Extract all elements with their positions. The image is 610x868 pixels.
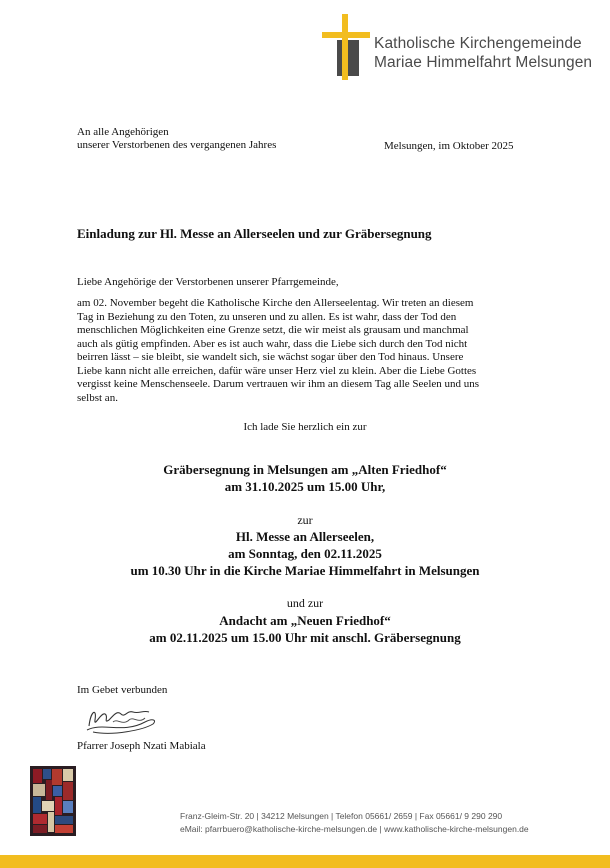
- body-line: selbst an.: [77, 391, 118, 404]
- event-messe-allerseelen: [0, 528, 610, 579]
- body-line: vergisst keine Menschenseele. Darum vertrauen wir ihm an diesem Tag alle Seelen und uns: [77, 378, 480, 390]
- footer-contact-line: eMail: pfarrbuero@katholische-kirche-melsungen.de | www.katholische-kirche-melsungen.de: [180, 824, 529, 834]
- letter-subject: Einladung zur Hl. Messe an Allerseelen und zur Gräbersegnung: [77, 226, 432, 241]
- body-line: Tag in Beziehung zu den Toten, zu unseren und zu allen. Es ist wahr, dass der Tod den: [77, 310, 457, 323]
- event-line: am 31.10.2025 um 15.00 Uhr,: [224, 479, 386, 494]
- cross-icon: [322, 14, 370, 80]
- event-line: am Sonntag, den 02.11.2025: [228, 546, 382, 561]
- event-andacht-neuer-friedhof: [0, 612, 610, 646]
- event-line: Gräbersegnung in Melsungen am „Alten Friedhof“: [163, 462, 447, 477]
- conjunction: zur: [297, 513, 313, 527]
- recipient-line: unserer Verstorbenen des vergangenen Jahres: [77, 139, 277, 151]
- footer-accent-band: [0, 855, 610, 868]
- org-name-line1: Katholische Kirchengemeinde: [374, 35, 582, 52]
- signature: [83, 700, 163, 738]
- org-name-line2: Mariae Himmelfahrt Melsungen: [374, 54, 593, 71]
- conjunction: und zur: [286, 596, 324, 610]
- footer-contact: [180, 810, 529, 836]
- body-line: beirren lässt – sie bleibt, sie wandelt sich, sie wächst sogar über den Tod hinaus. Unsere: [77, 351, 464, 363]
- stained-glass-window-image: [30, 766, 76, 836]
- event-line: um 10.30 Uhr in die Kirche Mariae Himmelfahrt in Melsungen: [130, 563, 480, 578]
- closing-phrase: Im Gebet verbunden: [77, 684, 168, 696]
- letter-body: [77, 297, 545, 405]
- recipient-line: An alle Angehörigen: [77, 126, 169, 138]
- footer-address-line: Franz-Gleim-Str. 20 | 34212 Melsungen | Telefon 05661/ 2659 | Fax 05661/ 9 290 290: [180, 811, 503, 821]
- place-date: Melsungen, im Oktober 2025: [384, 140, 514, 152]
- organization-name: [374, 34, 592, 72]
- invitation-line: Ich lade Sie herzlich ein zur: [243, 421, 367, 433]
- body-line: auch als gütig empfinden. Aber es ist auch wahr, dass die Liebe sich durch den Tod nicht: [77, 337, 468, 350]
- body-line: menschlichen Möglichkeiten eine Grenze setzt, die wir meist als grausam und manchmal: [77, 324, 469, 336]
- event-line: Andacht am „Neuen Friedhof“: [219, 613, 391, 628]
- event-line: am 02.11.2025 um 15.00 Uhr mit anschl. Gräbersegnung: [149, 630, 461, 645]
- recipient-block: [77, 126, 276, 152]
- event-line: Hl. Messe an Allerseelen,: [235, 529, 375, 544]
- salutation: Liebe Angehörige der Verstorbenen unserer Pfarrgemeinde,: [77, 276, 339, 288]
- body-line: Liebe kann nicht alle erreichen, dafür wäre unser Herz viel zu klein. Aber die Liebe Gottes: [77, 364, 477, 377]
- signer-name: Pfarrer Joseph Nzati Mabiala: [77, 740, 206, 752]
- event-graebersegnung-alter-friedhof: [0, 461, 610, 495]
- body-line: am 02. November begeht die Katholische Kirche den Allerseelentag. Wir treten an diesem: [77, 297, 474, 309]
